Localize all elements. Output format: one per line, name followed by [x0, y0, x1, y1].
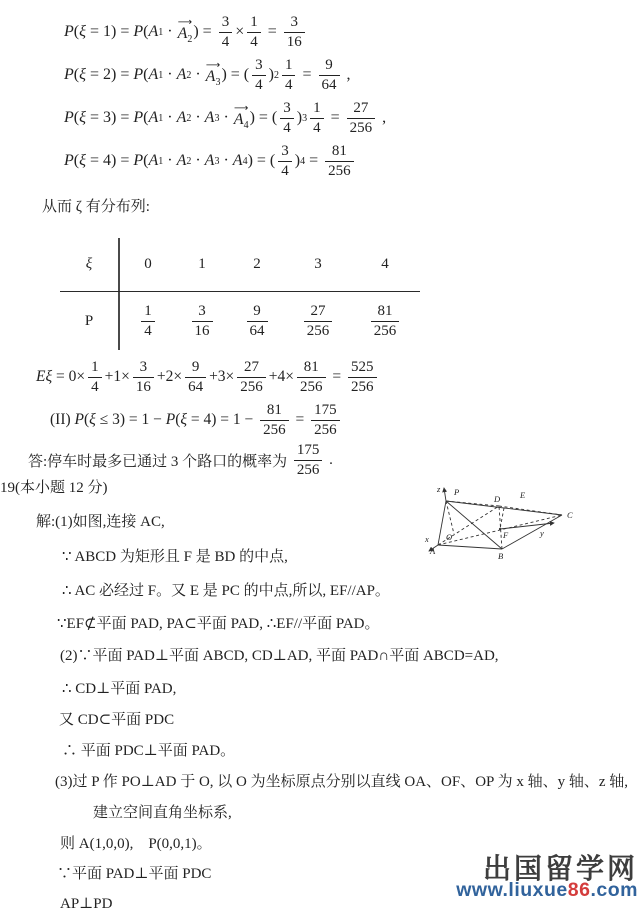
formula-part2: (II) P ( ξ ≤ 3) = 1 − P ( ξ = 4) = 1 − $\frac{81}{256}$ = $\frac{175}{256}$	[50, 398, 343, 442]
table-row-p	[60, 292, 420, 350]
answer-line: 答:停车时最多已通过 3 个路口的概率为 $\frac{175}{256}$ .	[28, 441, 333, 478]
vertex-label-p: P	[454, 487, 460, 497]
q19-line: ∴ AC 必经过 F。又 E 是 PC 的中点,所以, EF//AP。	[62, 583, 390, 599]
watermark	[456, 855, 638, 901]
formula-p-xi-1: P ( ξ = 1) = P ( A 1 · ⟶ $A_2$ ) = $\frac{3}{4}$ × $\frac{1}{4}$ = $\frac{3}{16}$	[64, 10, 308, 54]
q19-line: 又 CD⊂平面 PDC	[59, 712, 175, 728]
table-prob: $\frac{9}{64}$	[228, 292, 286, 350]
formula-expectation: E ξ = 0× $\frac{1}{4}$ +1× $\frac{3}{16}$ +2× $\frac{9}{64}$ +3× $\frac{27}{256}$ +4× $\frac{81}{256}$ = $\frac{525}{256}$	[36, 355, 380, 399]
table-xi-value: 2	[253, 256, 261, 272]
table-xi-value: 4	[381, 256, 389, 272]
point-label-e: E	[520, 490, 526, 500]
vertex-label-d: D	[494, 494, 501, 504]
table-xi-value: 0	[144, 256, 152, 272]
point-label-f: F	[503, 530, 509, 540]
point-label-o: O	[446, 532, 453, 542]
q19-line: ∴ CD⊥平面 PAD,	[62, 681, 177, 697]
vertex-label-a: A	[430, 546, 436, 556]
watermark-url-link[interactable]: www.liuxue86.com	[456, 879, 638, 901]
axis-label-x: x	[425, 534, 429, 544]
q19-line: ∵平面 PAD⊥平面 PDC	[57, 866, 212, 882]
table-xi-value: 1	[198, 256, 206, 272]
q19-line: (2)∵平面 PAD⊥平面 ABCD, CD⊥AD, 平面 PAD∩平面 ABCD=AD,	[60, 648, 499, 664]
table-prob: $\frac{27}{256}$	[286, 292, 350, 350]
watermark-brand: 出国留学网	[482, 853, 638, 884]
table-row-xi	[60, 238, 420, 292]
q19-line: (3)过 P 作 PO⊥AD 于 O, 以 O 为坐标原点分别以直线 OA、OF、OP 为 x 轴、y 轴、z 轴,	[55, 774, 629, 790]
table-var-label: ξ	[60, 238, 120, 291]
q19-line: ∵EF⊄平面 PAD, PA⊂平面 PAD, ∴EF//平面 PAD。	[57, 616, 380, 632]
formula-p-xi-2: P ( ξ = 2) = P ( A 1 · A 2 · ⟶ $A_3$ ) = ( $\frac{3}{4}$ ) 2 $\frac{1}{4}$ = $\frac{9}{64}$ ,	[64, 56, 351, 93]
q19-line: AP⊥PD	[60, 896, 113, 912]
distribution-intro: 从而 ζ 有分布列:	[42, 199, 150, 215]
table-xi-value: 3	[314, 256, 322, 272]
q19-line: 解:(1)如图,连接 AC,	[36, 514, 165, 530]
q19-line: ∴ 平面 PDC⊥平面 PAD。	[62, 743, 236, 759]
q19-line: 则 A(1,0,0), P(0,0,1)。	[60, 836, 212, 852]
table-prob: $\frac{81}{256}$	[350, 292, 420, 350]
axis-label-y: y	[540, 528, 544, 538]
q19-line: 建立空间直角坐标系,	[93, 805, 232, 821]
table-row-label: P	[60, 292, 120, 350]
q19-line: ∵ ABCD 为矩形且 F 是 BD 的中点,	[62, 549, 288, 565]
q19-title: 19(本小题 12 分)	[0, 480, 108, 496]
pyramid-figure	[424, 482, 590, 572]
formula-p-xi-4: P ( ξ = 4) = P ( A 1 · A 2 · A 3 · A 4 ) = ( $\frac{3}{4}$ ) 4 = $\frac{81}{256}$	[64, 139, 357, 183]
distribution-table	[60, 238, 420, 350]
vertex-label-c: C	[567, 510, 573, 520]
formula-p-xi-3: P ( ξ = 3) = P ( A 1 · A 2 · A 3 · ⟶ $A_4$ ) = ( $\frac{3}{4}$ ) 3 $\frac{1}{4}$ = $\frac{27}{256}$ ,	[64, 99, 387, 136]
vertex-label-b: B	[498, 551, 504, 561]
table-prob: $\frac{3}{16}$	[176, 292, 228, 350]
watermark-url-number: 86	[567, 879, 591, 901]
table-prob: $\frac{1}{4}$	[120, 292, 176, 350]
axis-label-z: z	[437, 484, 441, 494]
